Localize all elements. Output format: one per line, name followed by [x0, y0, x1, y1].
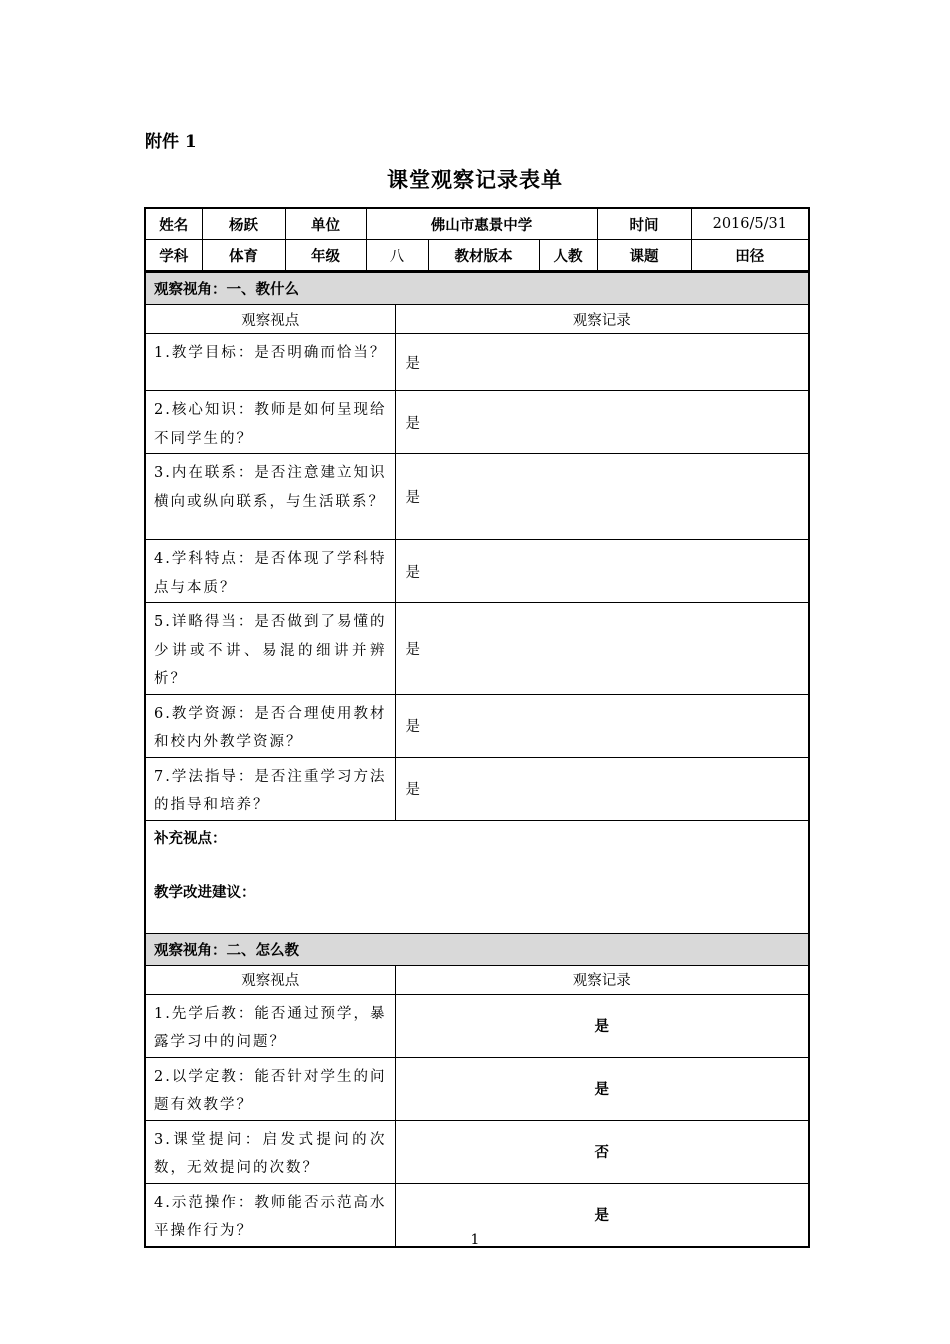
- subject-label: 学科: [145, 240, 202, 272]
- section1-col-record: 观察记录: [395, 305, 809, 334]
- observation-record: 是: [395, 994, 809, 1057]
- name-value: 杨跃: [202, 208, 285, 240]
- supplement-label: 补充视点：: [154, 829, 227, 847]
- section1-col-point: 观察视点: [145, 305, 395, 334]
- section2-col-record: 观察记录: [395, 965, 809, 994]
- observation-record: 是: [395, 694, 809, 757]
- info-table: [144, 207, 810, 272]
- observation-point: 1.教学目标：是否明确而恰当？: [145, 334, 395, 391]
- form-title: 课堂观察记录表单: [387, 167, 563, 192]
- observation-record: 是: [395, 540, 809, 603]
- section2-heading: 观察视角：二、怎么教: [145, 933, 809, 965]
- observation-table: [144, 271, 810, 1248]
- table-row: [145, 454, 809, 540]
- observation-record: 是: [395, 603, 809, 695]
- observation-point: 6.教学资源：是否合理使用教材和校内外教学资源？: [145, 694, 395, 757]
- observation-record: 是: [395, 334, 809, 391]
- observation-point: 4.示范操作：教师能否示范高水平操作行为？: [145, 1183, 395, 1247]
- table-row: [145, 994, 809, 1057]
- table-row: [145, 1057, 809, 1120]
- topic-value: 田径: [691, 240, 809, 272]
- table-row: [145, 694, 809, 757]
- table-row: [145, 757, 809, 820]
- observation-point: 7.学法指导：是否注重学习方法的指导和培养？: [145, 757, 395, 820]
- name-label: 姓名: [145, 208, 202, 240]
- observation-point: 5.详略得当：是否做到了易懂的少讲或不讲、易混的细讲并辨析？: [145, 603, 395, 695]
- observation-point: 2.核心知识：教师是如何呈现给不同学生的？: [145, 391, 395, 454]
- textbook-label: 教材版本: [428, 240, 539, 272]
- topic-label: 课题: [597, 240, 691, 272]
- supplement-block: [145, 820, 809, 933]
- table-row: [145, 334, 809, 391]
- textbook-value: 人教: [539, 240, 597, 272]
- attachment-label: 附件 1: [145, 132, 197, 152]
- observation-record: 是: [395, 1057, 809, 1120]
- unit-value: 佛山市惠景中学: [366, 208, 597, 240]
- unit-label: 单位: [285, 208, 366, 240]
- observation-record: 是: [395, 1183, 809, 1247]
- observation-point: 1.先学后教：能否通过预学，暴露学习中的问题？: [145, 994, 395, 1057]
- improvement-label: 教学改进建议：: [154, 883, 256, 901]
- observation-point: 3.内在联系：是否注意建立知识横向或纵向联系，与生活联系？: [145, 454, 395, 540]
- observation-point: 3.课堂提问：启发式提问的次数，无效提问的次数？: [145, 1120, 395, 1183]
- info-row-2: [145, 240, 809, 272]
- table-row: [145, 603, 809, 695]
- table-row: [145, 1120, 809, 1183]
- observation-point: 2.以学定教：能否针对学生的问题有效教学？: [145, 1057, 395, 1120]
- grade-value: 八: [366, 240, 428, 272]
- table-row: [145, 540, 809, 603]
- subject-value: 体育: [202, 240, 285, 272]
- section1-heading: 观察视角：一、教什么: [145, 272, 809, 305]
- observation-record: 是: [395, 454, 809, 540]
- observation-point: 4.学科特点：是否体现了学科特点与本质？: [145, 540, 395, 603]
- table-row: [145, 391, 809, 454]
- observation-record: 否: [395, 1120, 809, 1183]
- page-number: 1: [470, 1232, 480, 1248]
- observation-record: 是: [395, 391, 809, 454]
- time-value: 2016/5/31: [691, 208, 809, 240]
- time-label: 时间: [597, 208, 691, 240]
- info-row-1: [145, 208, 809, 240]
- section2-col-point: 观察视点: [145, 965, 395, 994]
- grade-label: 年级: [285, 240, 366, 272]
- observation-record: 是: [395, 757, 809, 820]
